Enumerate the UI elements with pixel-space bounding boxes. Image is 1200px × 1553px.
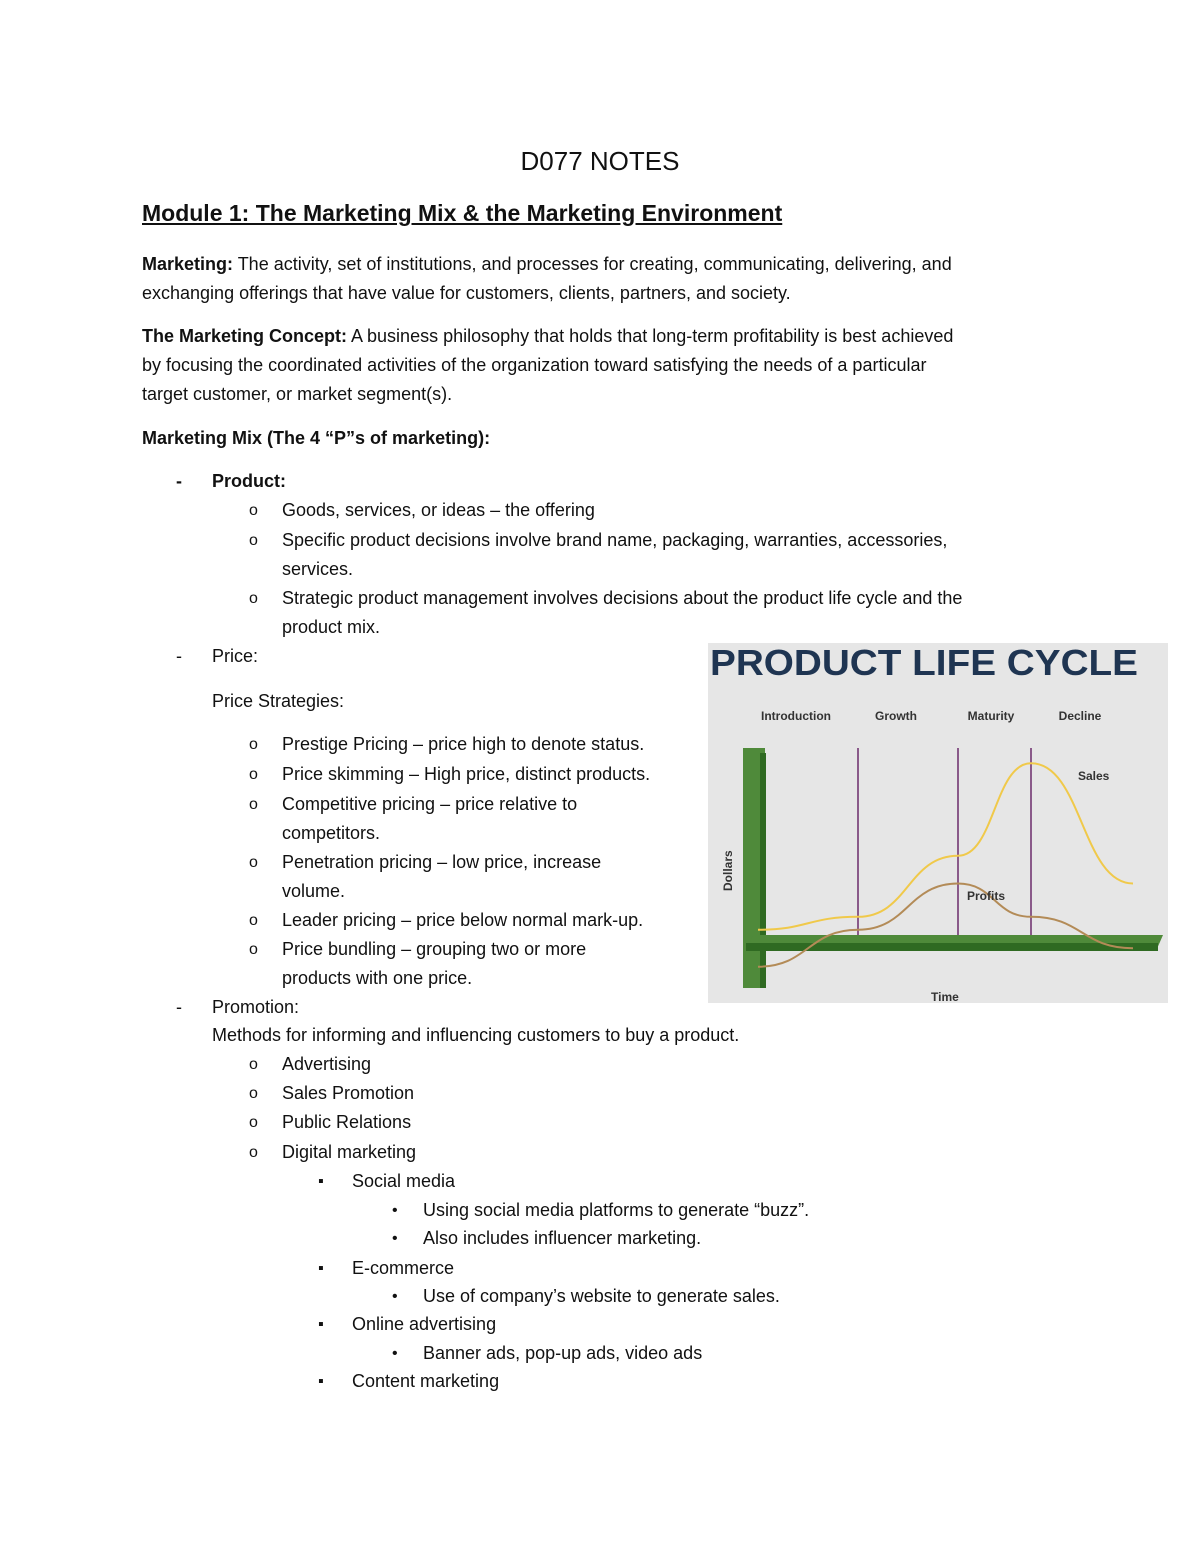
content-bullet: ▪ xyxy=(318,1373,324,1390)
promotion-item-4: Digital marketing xyxy=(282,1142,417,1162)
chart-title: PRODUCT LIFE CYCLE xyxy=(710,643,1138,683)
ecommerce-sub1-bullet: • xyxy=(392,1288,398,1305)
price-strategies-label: Price Strategies: xyxy=(212,691,345,711)
plc-svg xyxy=(708,643,1168,1003)
y-axis-label: Dollars xyxy=(721,850,735,891)
product-item-2-cont: services. xyxy=(282,559,354,579)
price-item-3-cont: competitors. xyxy=(282,823,381,843)
product-bullet-3: o xyxy=(249,590,258,607)
ecommerce-sub1: Use of company’s website to generate sales. xyxy=(423,1286,780,1306)
x-axis-shade xyxy=(746,943,1158,951)
product-dash: - xyxy=(176,471,182,491)
social-sub1-bullet: • xyxy=(392,1202,398,1219)
promotion-item-3: Public Relations xyxy=(282,1112,412,1132)
stage-label-decline: Decline xyxy=(1058,709,1102,723)
product-item-3: Strategic product management involves decisions about the product life cycle and the xyxy=(282,588,963,608)
concept-term: The Marketing Concept: xyxy=(142,326,348,346)
promotion-description: Methods for informing and influencing customers to buy a product. xyxy=(212,1025,740,1045)
promotion-dash: - xyxy=(176,997,182,1017)
concept-text-3: target customer, or market segment(s). xyxy=(142,384,453,404)
sales-label: Sales xyxy=(1078,769,1110,783)
concept-definition xyxy=(142,322,1042,409)
product-label: Product: xyxy=(212,471,286,491)
social-sub2-bullet: • xyxy=(392,1230,398,1247)
price-item-1: Prestige Pricing – price high to denote status. xyxy=(282,734,645,754)
profits-line xyxy=(758,884,1133,967)
online-ads-sub1-bullet: • xyxy=(392,1345,398,1362)
price-bullet-5: o xyxy=(249,912,258,929)
ecommerce: E-commerce xyxy=(352,1258,455,1278)
price-dash: - xyxy=(176,646,182,666)
price-item-4: Penetration pricing – low price, increase xyxy=(282,852,602,872)
content-marketing: Content marketing xyxy=(352,1371,500,1391)
stage-label-maturity: Maturity xyxy=(967,709,1015,723)
marketing-text-1: The activity, set of institutions, and processes for creating, communicating, delivering, and xyxy=(233,254,952,274)
concept-text-1: A business philosophy that holds that long-term profitability is best achieved xyxy=(347,326,954,346)
price-label: Price: xyxy=(212,646,259,666)
price-bullet-6: o xyxy=(249,941,258,958)
marketing-text-2: exchanging offerings that have value for customers, clients, partners, and society. xyxy=(142,283,791,303)
product-item-2: Specific product decisions involve brand name, packaging, warranties, accessories, xyxy=(282,530,948,550)
price-bullet-1: o xyxy=(249,736,258,753)
mix-heading-rest: 4 “P”s of marketing): xyxy=(310,428,491,448)
social-media-bullet: ▪ xyxy=(318,1173,324,1190)
promotion-bullet-2: o xyxy=(249,1085,258,1102)
y-axis-shade xyxy=(760,753,766,988)
marketing-term: Marketing: xyxy=(142,254,234,274)
promotion-bullet-1: o xyxy=(249,1056,258,1073)
online-ads: Online advertising xyxy=(352,1314,497,1334)
price-bullet-4: o xyxy=(249,854,258,871)
mix-heading xyxy=(142,424,490,453)
stage-dividers xyxy=(858,748,1031,943)
social-sub1: Using social media platforms to generate “buzz”. xyxy=(423,1200,810,1220)
marketing-definition xyxy=(142,250,1042,308)
price-bullet-3: o xyxy=(249,796,258,813)
online-ads-sub1: Banner ads, pop-up ads, video ads xyxy=(423,1343,703,1363)
price-item-5: Leader pricing – price below normal mark-up. xyxy=(282,910,644,930)
product-life-cycle-chart xyxy=(708,643,1168,1003)
price-item-6: Price bundling – grouping two or more xyxy=(282,939,587,959)
product-item-1: Goods, services, or ideas – the offering xyxy=(282,500,595,520)
mix-heading-bold: Marketing Mix (The xyxy=(142,428,311,448)
stage-label-introduction: Introduction xyxy=(761,709,831,723)
promotion-label: Promotion: xyxy=(212,997,300,1017)
sales-line xyxy=(758,763,1133,930)
product-bullet-1: o xyxy=(249,502,258,519)
price-item-4-cont: volume. xyxy=(282,881,346,901)
price-item-3: Competitive pricing – price relative to xyxy=(282,794,578,814)
promotion-bullet-4: o xyxy=(249,1144,258,1161)
online-ads-bullet: ▪ xyxy=(318,1316,324,1333)
product-item-3-cont: product mix. xyxy=(282,617,381,637)
social-media: Social media xyxy=(352,1171,456,1191)
social-sub2: Also includes influencer marketing. xyxy=(423,1228,702,1248)
x-axis-label: Time xyxy=(931,990,959,1003)
price-bullet-2: o xyxy=(249,766,258,783)
stage-label-growth: Growth xyxy=(875,709,917,723)
price-item-2: Price skimming – High price, distinct products. xyxy=(282,764,651,784)
promotion-bullet-3: o xyxy=(249,1114,258,1131)
profits-label: Profits xyxy=(967,889,1006,903)
page-title: D077 NOTES xyxy=(520,146,680,176)
product-bullet-2: o xyxy=(249,532,258,549)
promotion-item-2: Sales Promotion xyxy=(282,1083,415,1103)
price-item-6-cont: products with one price. xyxy=(282,968,473,988)
stage-labels xyxy=(761,709,1102,723)
promotion-item-1: Advertising xyxy=(282,1054,372,1074)
concept-text-2: by focusing the coordinated activities of the organization toward satisfying the needs of a particular xyxy=(142,355,927,375)
module-heading: Module 1: The Marketing Mix & the Marketing Environment xyxy=(142,200,783,226)
ecommerce-bullet: ▪ xyxy=(318,1260,324,1277)
